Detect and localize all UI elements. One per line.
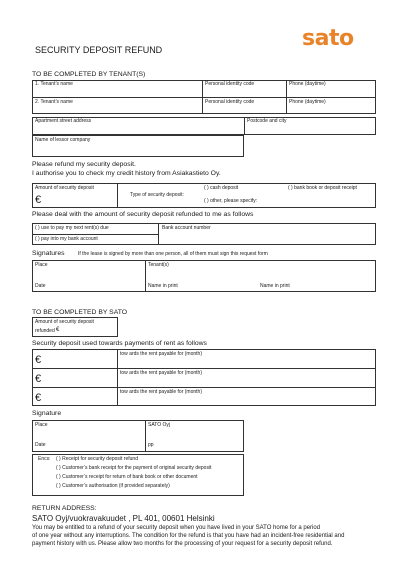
table-divider xyxy=(32,97,376,98)
sato-oyj-label: SATO Oyj xyxy=(148,422,171,428)
tenant2-phone-field[interactable]: Phone (daytime) xyxy=(289,99,326,105)
tenant-signature-field[interactable]: Tenant(s) xyxy=(148,262,169,268)
pay-bank-account-checkbox[interactable]: ( ) pay into my bank account xyxy=(35,236,98,242)
signatures-note: If the lease is signed by more than one person, all of them must sign this request form xyxy=(78,251,268,257)
tenant2-name-in-print[interactable]: Name in print xyxy=(260,283,290,289)
rent-payment-month-2[interactable]: tow ards the rent payable for (month) xyxy=(120,370,202,376)
street-address-field[interactable]: Apartment street address xyxy=(35,118,92,124)
signatures-heading: Signatures xyxy=(32,250,65,257)
table-divider xyxy=(117,349,118,406)
rent-payment-month-3[interactable]: tow ards the rent payable for (month) xyxy=(120,389,202,395)
sato-signature-table xyxy=(32,420,244,452)
bank-account-number-field[interactable]: Bank account number xyxy=(162,225,211,231)
tenant-section-heading: TO BE COMPLETED BY TENANT(S) xyxy=(32,71,146,78)
deposit-amount-label: Amount of security deposit xyxy=(35,185,94,191)
table-divider xyxy=(202,80,203,114)
sato-pp-field[interactable]: pp xyxy=(148,442,154,448)
tenant1-name-field[interactable]: 1. Tenant’s name xyxy=(35,81,73,87)
table-divider xyxy=(117,183,118,208)
enclosures-label: Encs: xyxy=(38,456,51,462)
refund-request-text: Please refund my security deposit. xyxy=(32,161,136,168)
cash-deposit-checkbox[interactable]: ( ) cash deposit xyxy=(204,185,239,191)
tenant1-phone-field[interactable]: Phone (daytime) xyxy=(289,81,326,87)
refund-instructions-text: Please deal with the amount of security deposit refunded to me as follows xyxy=(32,211,254,218)
return-address: SATO Oyj/vuokravakuudet , PL 401, 00601 Helsinki xyxy=(32,514,215,523)
table-divider xyxy=(32,387,376,388)
enclosure-bank-receipt-checkbox[interactable]: ( ) Customer’s bank receipt for the payment of original security deposit xyxy=(56,465,212,471)
refunded-amount-label: Amount of security deposit xyxy=(35,319,94,325)
sato-section-heading: TO BE COMPLETED BY SATO xyxy=(32,309,128,316)
refund-note-line-1: You may be entitled to a refund of your security deposit when you have lived in your SATO home for a period xyxy=(32,525,321,531)
refunded-currency: € xyxy=(56,327,60,333)
signature-date-field[interactable]: Date xyxy=(35,283,46,289)
table-divider xyxy=(32,368,376,369)
tenant1-id-field[interactable]: Personal identity code xyxy=(205,81,255,87)
bank-book-checkbox[interactable]: ( ) bank book or deposit receipt xyxy=(288,185,357,191)
lessor-company-label: Name of lessor company xyxy=(35,137,91,143)
return-address-heading: RETURN ADDRESS: xyxy=(32,505,97,512)
sato-place-field[interactable]: Place xyxy=(35,422,48,428)
sato-logo: sato xyxy=(302,26,354,51)
deposit-amount-currency[interactable]: € xyxy=(35,194,42,206)
table-divider xyxy=(32,234,158,235)
sato-date-field[interactable]: Date xyxy=(35,442,46,448)
refund-note-line-3: payment history with us. Please allow two months for the processing of your request for a security deposit refund. xyxy=(32,541,333,547)
tenant-signatures-table xyxy=(32,260,376,292)
tenant2-id-field[interactable]: Personal identity code xyxy=(205,99,255,105)
table-divider xyxy=(286,80,287,114)
rent-payments-heading: Security deposit used towards payments of rent as follows xyxy=(32,340,207,347)
rent-payments-table xyxy=(32,349,376,406)
table-divider xyxy=(244,117,245,135)
signature-place-field[interactable]: Place xyxy=(35,262,48,268)
rent-payment-month-1[interactable]: tow ards the rent payable for (month) xyxy=(120,351,202,357)
enclosure-receipt-checkbox[interactable]: ( ) Receipt for security deposit refund xyxy=(56,456,138,462)
tenant1-name-in-print[interactable]: Name in print xyxy=(148,283,178,289)
enclosure-return-receipt-checkbox[interactable]: ( ) Customer’s receipt for return of bank book or other document xyxy=(56,474,198,480)
table-divider xyxy=(145,260,146,292)
refunded-label: refunded xyxy=(35,328,55,334)
sato-signature-heading: Signature xyxy=(32,410,62,417)
postcode-city-field[interactable]: Postcode and city xyxy=(247,118,287,124)
refund-note-line-2: of one year without any interruptions. The condition for the refund is that you have had an incident-free residential and xyxy=(32,533,345,539)
enclosure-authorisation-checkbox[interactable]: ( ) Customer’s authorisation (if provided separately) xyxy=(56,483,170,489)
rent-payment-amount-3[interactable]: € xyxy=(35,392,42,404)
rent-payment-amount-1[interactable]: € xyxy=(35,354,42,366)
table-divider xyxy=(158,223,159,245)
deposit-type-label: Type of security deposit: xyxy=(130,192,184,198)
pay-next-rent-checkbox[interactable]: ( ) use to pay my next rent(s) due xyxy=(35,225,109,231)
other-deposit-checkbox[interactable]: ( ) other, please specify: xyxy=(204,198,258,204)
credit-check-authorisation-text: I authorise you to check my credit history from Asiakastieto Oy. xyxy=(32,170,221,177)
rent-payment-amount-2[interactable]: € xyxy=(35,373,42,385)
tenant2-name-field[interactable]: 2. Tenant’s name xyxy=(35,99,73,105)
page-title: SECURITY DEPOSIT REFUND xyxy=(35,45,163,55)
table-divider xyxy=(145,420,146,452)
